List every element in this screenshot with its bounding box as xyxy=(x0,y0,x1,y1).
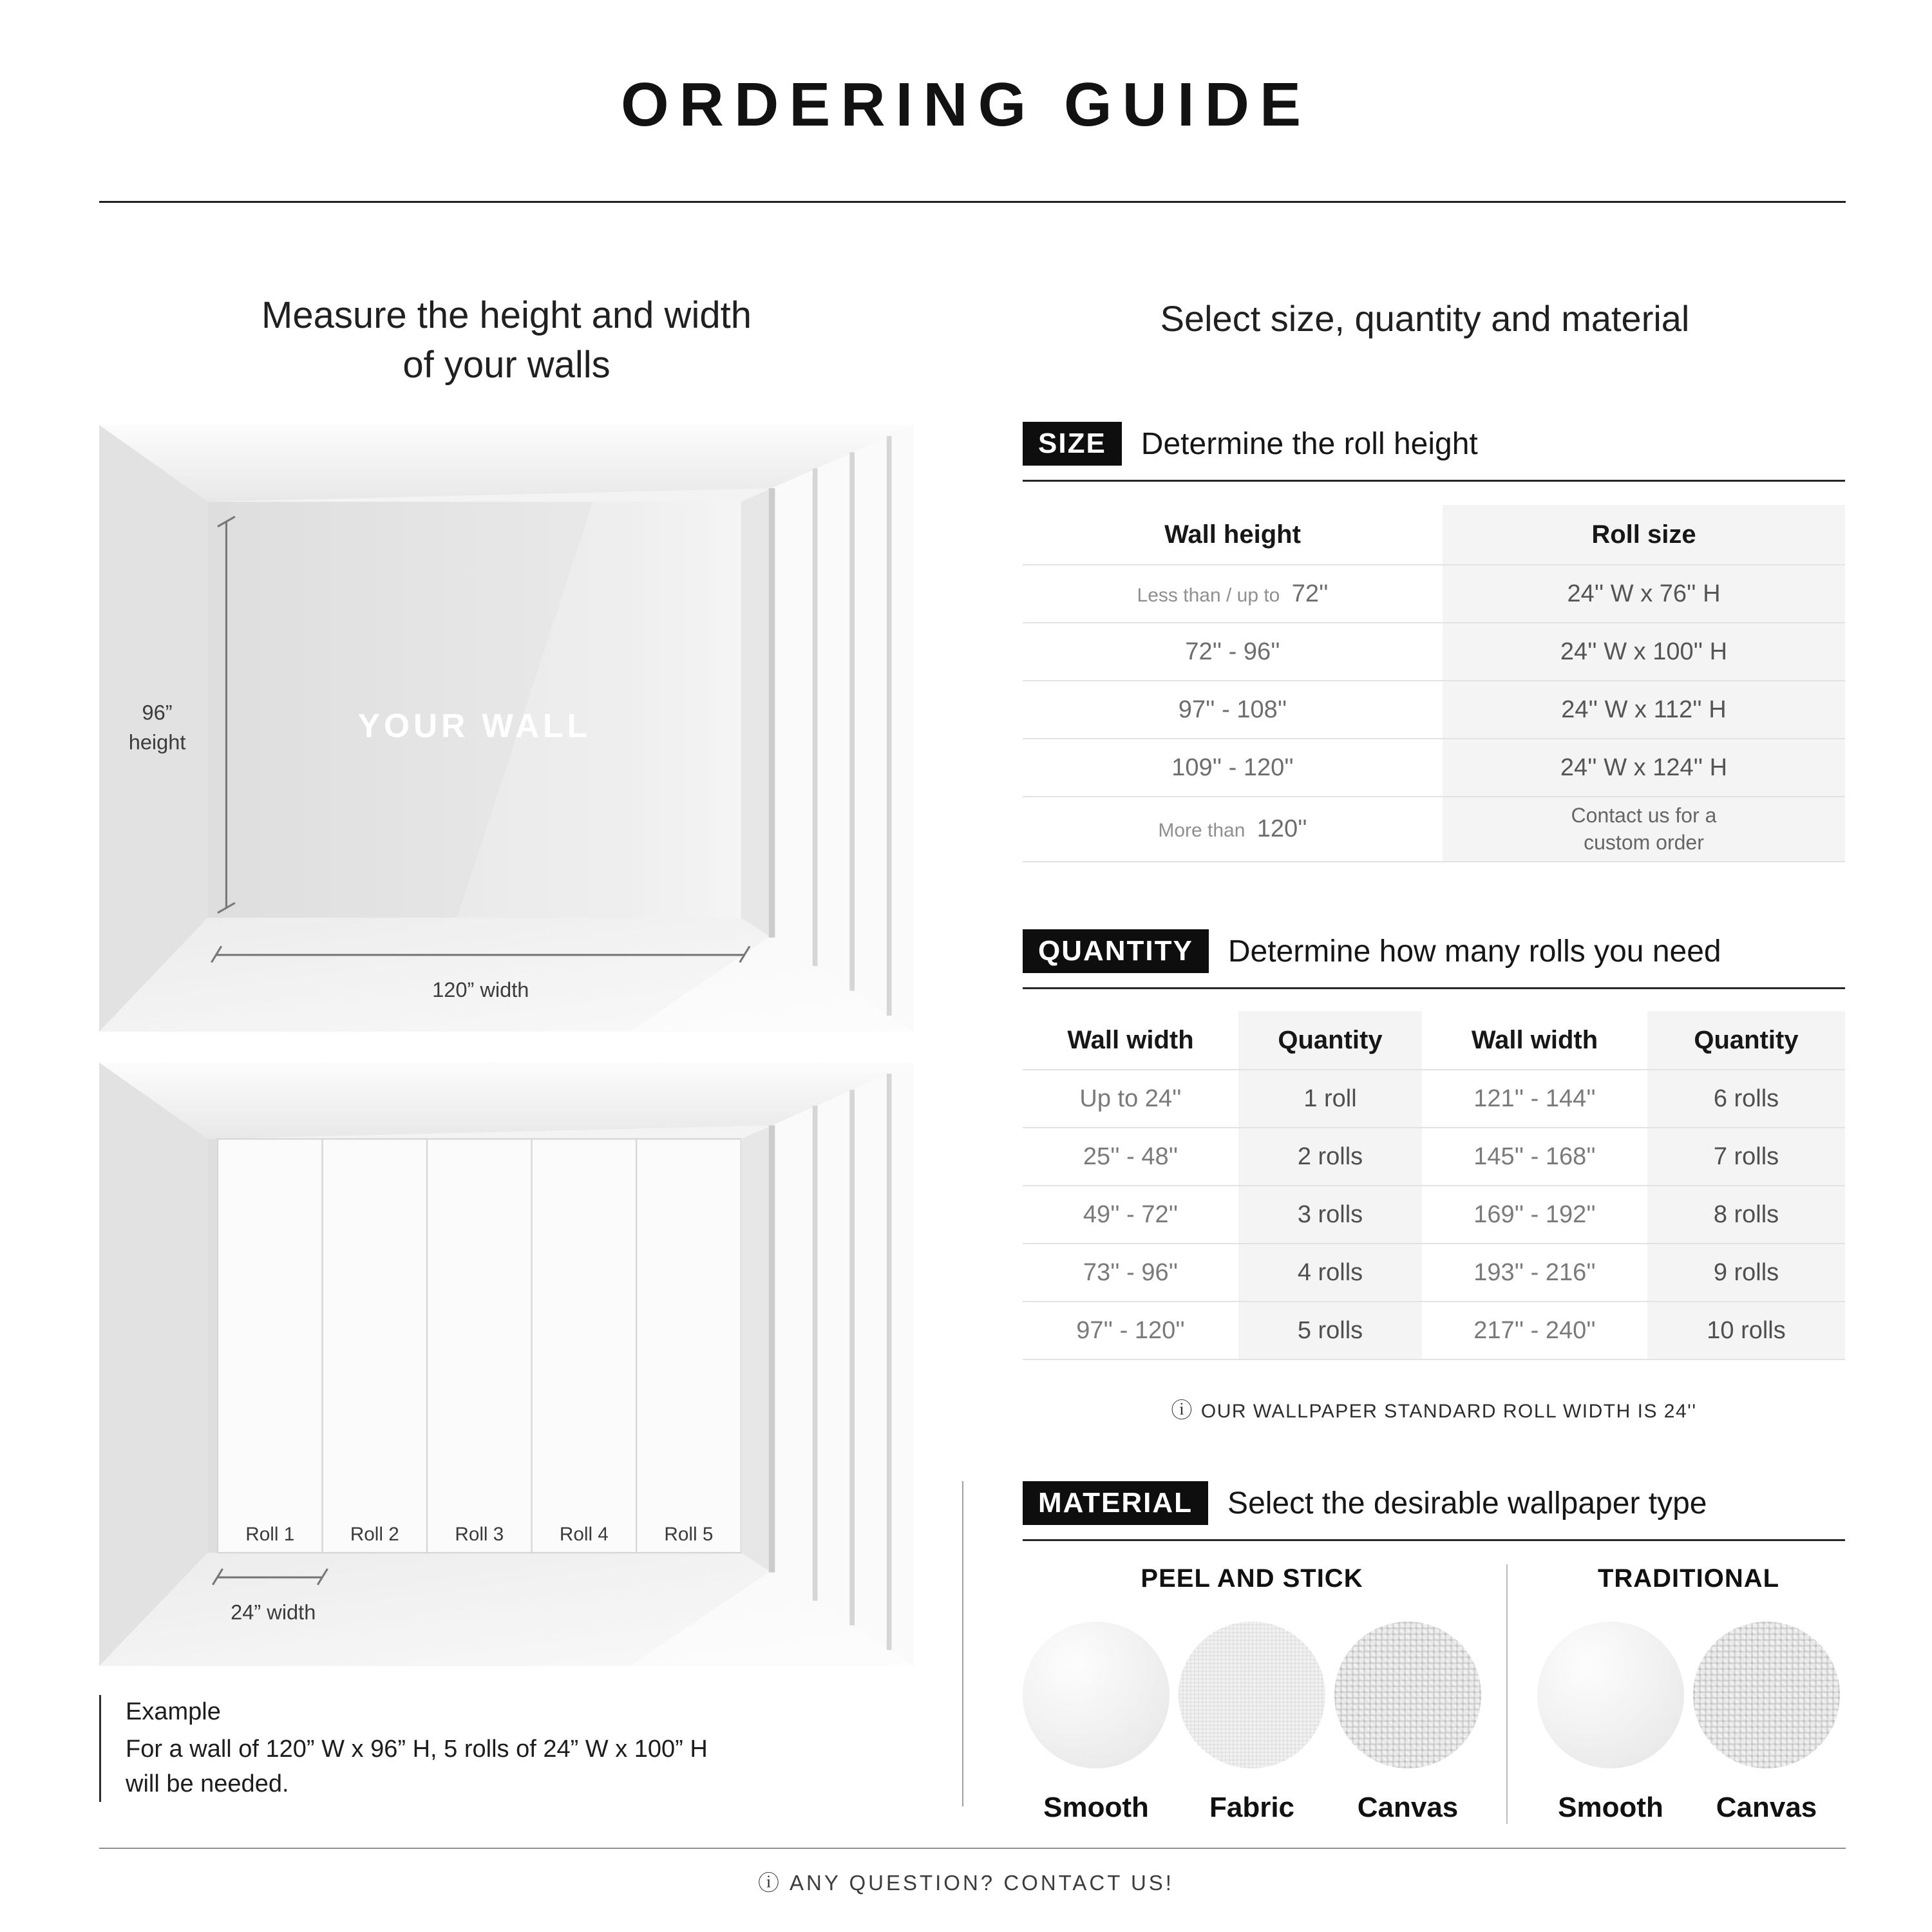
wall-width-column-header: Wall width xyxy=(1471,1025,1598,1054)
material-section-title: Select the desirable wallpaper type xyxy=(1227,1486,1707,1520)
wall-width-value: 25'' - 48'' xyxy=(1083,1142,1179,1170)
size-section xyxy=(1023,422,1845,862)
roll-panel xyxy=(532,1139,637,1553)
material-option-fabric xyxy=(1179,1622,1325,1824)
roll-size-value: 24'' W x 76'' H xyxy=(1567,580,1721,607)
quantity-cell xyxy=(1238,1244,1422,1301)
roll-size-cell xyxy=(1443,623,1845,680)
quantity-cell xyxy=(1238,1070,1422,1127)
wall-width-cell xyxy=(1023,1302,1238,1359)
material-section-header xyxy=(1023,1481,1845,1541)
wall-width-cell xyxy=(1023,1070,1238,1127)
roll-panel xyxy=(218,1139,323,1553)
size-table-row xyxy=(1023,565,1845,623)
material-groups xyxy=(1023,1564,1845,1824)
material-option-smooth xyxy=(1537,1622,1684,1824)
wall-width-cell xyxy=(1422,1070,1647,1127)
info-icon: ⓘ xyxy=(758,1871,782,1895)
wall-height-cell xyxy=(1023,681,1443,738)
smooth-label: Smooth xyxy=(1558,1792,1663,1823)
room-2-svg xyxy=(99,1063,914,1666)
roll-size-value: 24'' W x 124'' H xyxy=(1560,753,1728,781)
size-badge: SIZE xyxy=(1023,422,1122,466)
wall-height-cell xyxy=(1023,797,1443,861)
smooth-label: Smooth xyxy=(1043,1792,1149,1823)
smooth-texture-swatch xyxy=(1023,1622,1170,1768)
material-option-canvas xyxy=(1693,1622,1840,1824)
canvas-label: Canvas xyxy=(1357,1792,1459,1823)
wall-width-value: 169'' - 192'' xyxy=(1473,1200,1596,1228)
quantity-table-row xyxy=(1023,1070,1845,1128)
wall-width-value: 121'' - 144'' xyxy=(1473,1084,1596,1112)
traditional-label: TRADITIONAL xyxy=(1597,1564,1780,1593)
select-heading: Select size, quantity and material xyxy=(1160,298,1690,339)
fabric-texture-swatch xyxy=(1179,1622,1325,1768)
quantity-table-row xyxy=(1023,1244,1845,1302)
room-illustration-rolls xyxy=(99,1063,914,1666)
example-line1: For a wall of 120” W x 96” H, 5 rolls of 24” W x 100” H xyxy=(126,1735,708,1763)
measure-heading xyxy=(99,291,914,390)
measure-heading-line1: Measure the height and width xyxy=(261,294,752,336)
standard-roll-width-note-text: OUR WALLPAPER STANDARD ROLL WIDTH IS 24'' xyxy=(1200,1401,1697,1422)
wall-width-cell xyxy=(1422,1302,1647,1359)
material-option-canvas xyxy=(1334,1622,1481,1824)
quantity-table-row xyxy=(1023,1302,1845,1360)
fabric-label: Fabric xyxy=(1209,1792,1295,1823)
window-frame-return xyxy=(741,1126,772,1573)
wall-width-column-header: Wall width xyxy=(1067,1025,1194,1054)
quantity-value: 4 rolls xyxy=(1297,1258,1363,1286)
wall-height-cell xyxy=(1023,739,1443,796)
size-section-header xyxy=(1023,422,1845,482)
quantity-table xyxy=(1023,1011,1845,1360)
roll-size-cell xyxy=(1443,565,1845,622)
canvas-label: Canvas xyxy=(1716,1792,1817,1823)
room-1-svg xyxy=(99,425,914,1032)
wall-width-cell xyxy=(1023,1244,1238,1301)
material-section xyxy=(1023,1481,1845,1824)
example-block xyxy=(99,1695,943,1802)
size-table-row xyxy=(1023,797,1845,862)
column-divider xyxy=(962,1481,963,1806)
window-glass xyxy=(772,425,914,1032)
quantity-table-row xyxy=(1023,1128,1845,1186)
quantity-cell xyxy=(1238,1128,1422,1185)
roll-panel xyxy=(636,1139,741,1553)
quantity-section-title: Determine how many rolls you need xyxy=(1227,934,1721,969)
roll-panel xyxy=(427,1139,532,1553)
roll-size-cell xyxy=(1443,681,1845,738)
wall-height-cell xyxy=(1023,623,1443,680)
traditional-group xyxy=(1532,1564,1845,1824)
size-table-row xyxy=(1023,623,1845,681)
width-dimension-label: 120” width xyxy=(432,978,529,1002)
roll-size-cell xyxy=(1443,797,1845,861)
roll-size-value: 24'' W x 112'' H xyxy=(1561,696,1727,723)
quantity-value: 6 rolls xyxy=(1713,1084,1779,1112)
page-title: ORDERING GUIDE xyxy=(620,70,1312,139)
roll-size-value: 24'' W x 100'' H xyxy=(1560,638,1728,665)
quantity-table-row xyxy=(1023,1186,1845,1244)
canvas-texture-swatch xyxy=(1334,1622,1481,1768)
quantity-value: 10 rolls xyxy=(1707,1316,1786,1344)
quantity-value: 8 rolls xyxy=(1713,1200,1779,1228)
wall-height-column-header: Wall height xyxy=(1164,520,1301,549)
quantity-section-header xyxy=(1023,929,1845,989)
quantity-column-header: Quantity xyxy=(1238,1011,1422,1069)
roll-1-label: Roll 1 xyxy=(245,1523,295,1545)
peel-and-stick-label: PEEL AND STICK xyxy=(1141,1564,1363,1593)
footer-divider xyxy=(99,1848,1846,1849)
material-option-smooth xyxy=(1023,1622,1170,1824)
measure-heading-line2: of your walls xyxy=(402,343,611,386)
room-illustration-measure xyxy=(99,425,914,1032)
quantity-value: 9 rolls xyxy=(1713,1258,1779,1286)
roll-3-label: Roll 3 xyxy=(455,1523,504,1545)
canvas-texture-swatch xyxy=(1693,1622,1840,1768)
roll-4-label: Roll 4 xyxy=(559,1523,609,1545)
wall-width-value: 97'' - 120'' xyxy=(1076,1316,1185,1344)
wall-width-cell xyxy=(1422,1128,1647,1185)
quantity-cell xyxy=(1647,1070,1845,1127)
quantity-badge: QUANTITY xyxy=(1023,929,1209,973)
size-table-row xyxy=(1023,681,1845,739)
footer-note xyxy=(0,1866,1932,1897)
wall-width-cell xyxy=(1023,1128,1238,1185)
height-dimension-word: height xyxy=(128,730,186,754)
quantity-value: 7 rolls xyxy=(1713,1142,1779,1170)
quantity-cell xyxy=(1238,1186,1422,1243)
wall-width-value: 217'' - 240'' xyxy=(1473,1316,1596,1344)
quantity-cell xyxy=(1647,1302,1845,1359)
example-line2: will be needed. xyxy=(126,1770,289,1797)
standard-roll-width-note xyxy=(1023,1394,1845,1424)
size-table-row xyxy=(1023,739,1845,797)
quantity-value: 3 rolls xyxy=(1297,1200,1363,1228)
wall-width-value: Up to 24'' xyxy=(1079,1084,1182,1112)
roll-2-label: Roll 2 xyxy=(350,1523,399,1545)
title-divider xyxy=(99,201,1846,203)
size-table-header-row xyxy=(1023,505,1845,565)
example-title: Example xyxy=(126,1698,221,1725)
wall-height-prefix: More than xyxy=(1158,820,1251,842)
wall-height-value: 97'' - 108'' xyxy=(1178,696,1287,723)
quantity-column-header: Quantity xyxy=(1647,1011,1845,1069)
wall-height-cell xyxy=(1023,565,1443,622)
quantity-cell xyxy=(1647,1186,1845,1243)
your-wall-label: YOUR WALL xyxy=(357,706,591,744)
quantity-value: 2 rolls xyxy=(1297,1142,1363,1170)
wall-height-value: 120'' xyxy=(1256,815,1307,843)
quantity-cell xyxy=(1647,1244,1845,1301)
wall-width-cell xyxy=(1422,1244,1647,1301)
wall-width-cell xyxy=(1422,1186,1647,1243)
quantity-section xyxy=(1023,929,1845,1424)
peel-and-stick-swatches xyxy=(1023,1622,1481,1824)
wall-width-value: 193'' - 216'' xyxy=(1473,1258,1596,1286)
size-section-title: Determine the roll height xyxy=(1141,426,1478,461)
wall-width-value: 49'' - 72'' xyxy=(1083,1200,1179,1228)
peel-and-stick-group xyxy=(1023,1564,1481,1824)
roll-width-dimension-label: 24” width xyxy=(231,1600,316,1624)
material-group-divider xyxy=(1506,1564,1508,1824)
wall-width-value: 145'' - 168'' xyxy=(1473,1142,1596,1170)
wall-height-value: 109'' - 120'' xyxy=(1171,753,1294,781)
traditional-swatches xyxy=(1537,1622,1840,1824)
roll-size-value: Contact us for a custom order xyxy=(1571,804,1717,854)
quantity-cell xyxy=(1238,1302,1422,1359)
size-table xyxy=(1023,505,1845,862)
wall-width-cell xyxy=(1023,1186,1238,1243)
info-icon: ⓘ xyxy=(1171,1398,1193,1422)
wall-height-value: 72'' - 96'' xyxy=(1185,638,1280,665)
wall-height-prefix: Less than / up to xyxy=(1137,584,1285,606)
footer-note-text: ANY QUESTION? CONTACT US! xyxy=(790,1871,1174,1895)
window-glass xyxy=(772,1063,914,1666)
material-badge: MATERIAL xyxy=(1023,1481,1208,1525)
quantity-value: 1 roll xyxy=(1303,1084,1357,1112)
wall-height-value: 72'' xyxy=(1291,580,1329,607)
window-frame-return xyxy=(741,488,772,938)
roll-size-cell xyxy=(1443,739,1845,796)
smooth-texture-swatch xyxy=(1537,1622,1684,1768)
quantity-table-header-row xyxy=(1023,1011,1845,1070)
wall-width-value: 73'' - 96'' xyxy=(1083,1258,1179,1286)
roll-size-column-header: Roll size xyxy=(1443,505,1845,564)
roll-panel xyxy=(323,1139,428,1553)
roll-5-label: Roll 5 xyxy=(664,1523,714,1545)
quantity-cell xyxy=(1647,1128,1845,1185)
height-dimension-value: 96” xyxy=(142,700,173,724)
quantity-value: 5 rolls xyxy=(1297,1316,1363,1344)
